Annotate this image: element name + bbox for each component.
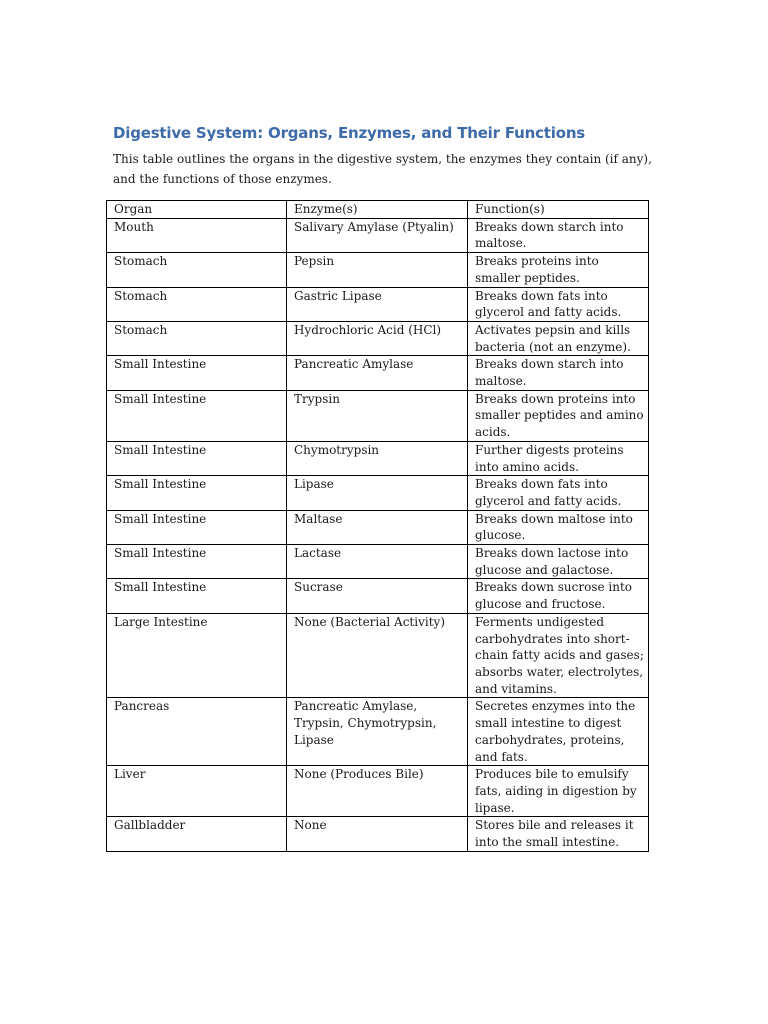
organ-cell: Large Intestine: [107, 613, 287, 698]
enzyme-cell: Pancreatic Amylase, Trypsin, Chymotrypsin, Lipase: [287, 698, 468, 766]
table-row: [107, 613, 649, 698]
enzymes-table: [106, 200, 649, 852]
organ-cell: Stomach: [107, 253, 287, 287]
intro-paragraph: This table outlines the organs in the digestive system, the enzymes they contain (if any), and the functions of those enzymes.: [113, 152, 652, 186]
organ-cell: Small Intestine: [107, 356, 287, 390]
table-row: [107, 253, 649, 287]
enzyme-cell: Hydrochloric Acid (HCl): [287, 321, 468, 355]
function-cell: Breaks down maltose into glucose.: [468, 510, 649, 544]
function-cell: Breaks down lactose into glucose and galactose.: [468, 545, 649, 579]
enzyme-cell: Maltase: [287, 510, 468, 544]
enzyme-cell: None (Produces Bile): [287, 766, 468, 817]
function-cell: Stores bile and releases it into the small intestine.: [468, 817, 649, 851]
function-cell: Produces bile to emulsify fats, aiding in digestion by lipase.: [468, 766, 649, 817]
function-cell: Breaks down starch into maltose.: [468, 356, 649, 390]
table-row: [107, 218, 649, 252]
organ-cell: Small Intestine: [107, 390, 287, 441]
table-row: [107, 356, 649, 390]
enzyme-cell: Salivary Amylase (Ptyalin): [287, 218, 468, 252]
organ-cell: Mouth: [107, 218, 287, 252]
table-row: [107, 287, 649, 321]
enzyme-cell: Gastric Lipase: [287, 287, 468, 321]
function-cell: Ferments undigested carbohydrates into short-chain fatty acids and gases; absorbs water, electrolytes, and vitamins.: [468, 613, 649, 698]
header-enzymes: Enzyme(s): [287, 201, 468, 219]
function-cell: Secretes enzymes into the small intestine to digest carbohydrates, proteins, and fats.: [468, 698, 649, 766]
organ-cell: Liver: [107, 766, 287, 817]
function-cell: Further digests proteins into amino acids.: [468, 441, 649, 475]
organ-cell: Stomach: [107, 321, 287, 355]
enzyme-cell: None (Bacterial Activity): [287, 613, 468, 698]
function-cell: Activates pepsin and kills bacteria (not an enzyme).: [468, 321, 649, 355]
organ-cell: Small Intestine: [107, 579, 287, 613]
table-row: [107, 510, 649, 544]
table-row: [107, 390, 649, 441]
organ-cell: Small Intestine: [107, 545, 287, 579]
table-row: [107, 579, 649, 613]
enzyme-cell: Pepsin: [287, 253, 468, 287]
enzyme-cell: Chymotrypsin: [287, 441, 468, 475]
table-header-row: [107, 201, 649, 219]
enzyme-cell: None: [287, 817, 468, 851]
organ-cell: Small Intestine: [107, 476, 287, 510]
function-cell: Breaks down sucrose into glucose and fructose.: [468, 579, 649, 613]
organ-cell: Small Intestine: [107, 510, 287, 544]
organ-cell: Gallbladder: [107, 817, 287, 851]
enzyme-cell: Trypsin: [287, 390, 468, 441]
header-organ: Organ: [107, 201, 287, 219]
table-row: [107, 321, 649, 355]
enzyme-cell: Lactase: [287, 545, 468, 579]
table-body: [107, 201, 649, 852]
enzyme-cell: Sucrase: [287, 579, 468, 613]
table-row: [107, 441, 649, 475]
organ-cell: Pancreas: [107, 698, 287, 766]
document-title: Digestive System: Organs, Enzymes, and Their Functions: [113, 124, 586, 142]
table-row: [107, 817, 649, 851]
function-cell: Breaks down fats into glycerol and fatty acids.: [468, 287, 649, 321]
organ-cell: Small Intestine: [107, 441, 287, 475]
table-row: [107, 698, 649, 766]
function-cell: Breaks proteins into smaller peptides.: [468, 253, 649, 287]
enzyme-cell: Pancreatic Amylase: [287, 356, 468, 390]
table-row: [107, 545, 649, 579]
function-cell: Breaks down fats into glycerol and fatty acids.: [468, 476, 649, 510]
organ-cell: Stomach: [107, 287, 287, 321]
header-functions: Function(s): [468, 201, 649, 219]
function-cell: Breaks down starch into maltose.: [468, 218, 649, 252]
table-row: [107, 476, 649, 510]
function-cell: Breaks down proteins into smaller peptides and amino acids.: [468, 390, 649, 441]
enzyme-cell: Lipase: [287, 476, 468, 510]
table-row: [107, 766, 649, 817]
